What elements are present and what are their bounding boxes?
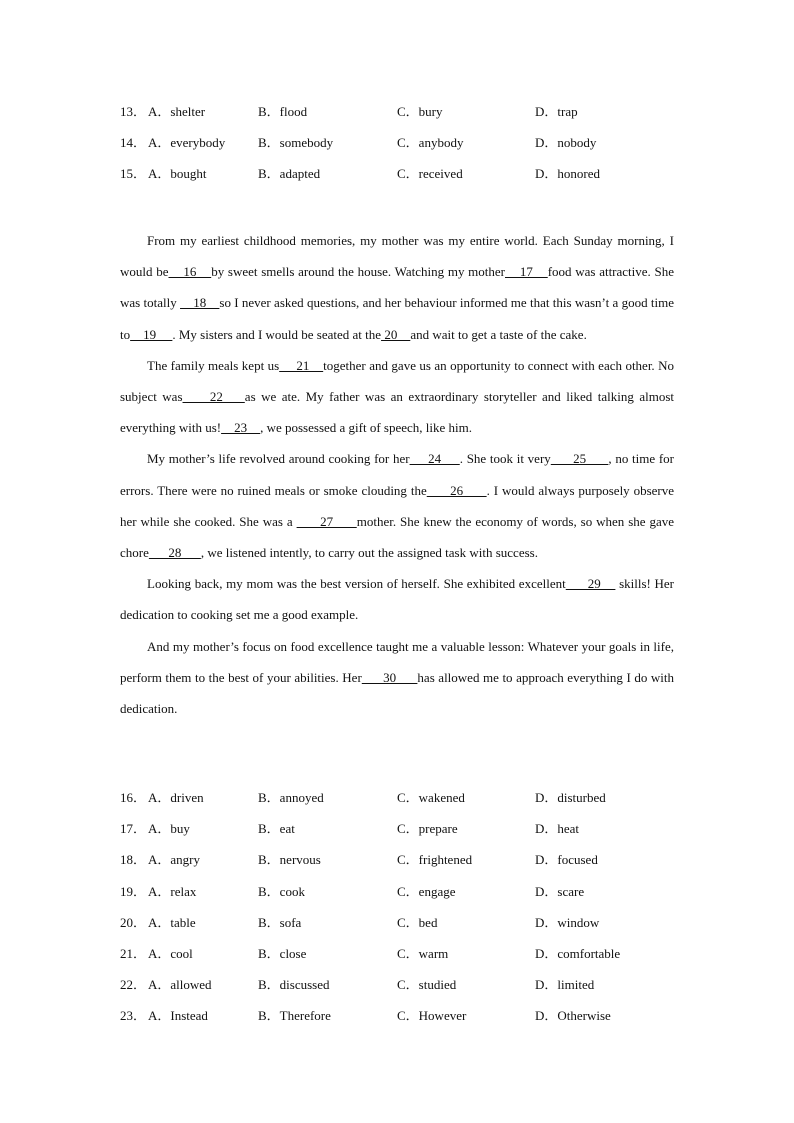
option-d: D．comfortable — [535, 946, 621, 961]
question-number: 21． — [120, 946, 147, 961]
passage-text: mother. She knew the economy of words, so when she gave chore — [120, 513, 675, 561]
question-row-18 — [120, 850, 680, 870]
question-row-21 — [120, 944, 680, 964]
option-b: B．cook — [258, 884, 305, 899]
option-a: A．relax — [148, 884, 197, 899]
option-c: C．engage — [397, 884, 456, 899]
blank-25: 25 — [550, 451, 609, 467]
option-c: C．wakened — [397, 790, 465, 805]
question-number: 16． — [120, 790, 147, 805]
option-a: A．buy — [148, 821, 190, 836]
option-a: A．everybody — [148, 135, 226, 150]
paragraph-5 — [120, 631, 674, 725]
option-d: D．honored — [535, 166, 600, 181]
option-b: B．annoyed — [258, 790, 324, 805]
blank-21: 21 — [279, 357, 324, 373]
passage-text: . She took it very — [459, 451, 551, 467]
option-c: C．frightened — [397, 852, 473, 867]
option-d: D．disturbed — [535, 790, 606, 805]
question-number: 19． — [120, 884, 147, 899]
passage-text: together and gave us an opportunity to connect with each other. No subject was — [120, 357, 675, 405]
option-b: B．discussed — [258, 977, 330, 992]
option-d: D．scare — [535, 884, 585, 899]
question-number: 18． — [120, 852, 147, 867]
option-d: D．nobody — [535, 135, 597, 150]
question-row-13 — [120, 102, 680, 122]
passage-text: Looking back, my mom was the best version of herself. She exhibited excellent — [147, 576, 566, 592]
passage-text: as we ate. My father was an extraordinary storyteller and liked talking almost everything with us! — [120, 389, 674, 436]
blank-17: 17 — [505, 264, 548, 280]
passage-text: And my mother’s focus on food excellence taught me a valuable lesson: Whatever your goals in life, perform them to the best of your abilities. Her — [120, 638, 674, 685]
option-d: D．heat — [535, 821, 580, 836]
option-c: C．However — [397, 1008, 467, 1023]
reading-passage — [120, 225, 674, 724]
option-b: B．eat — [258, 821, 295, 836]
option-b: B．flood — [258, 104, 308, 119]
option-c: C．prepare — [397, 821, 458, 836]
option-b: B．close — [258, 946, 307, 961]
passage-text: has allowed me to approach everything I do with dedication. — [120, 669, 674, 717]
option-b: B．Therefore — [258, 1008, 331, 1023]
option-b: B．sofa — [258, 915, 302, 930]
blank-30: 30 — [361, 669, 418, 685]
question-number: 14． — [120, 135, 147, 150]
blank-28: 28 — [148, 545, 201, 561]
question-row-20 — [120, 913, 680, 933]
option-d: D．window — [535, 915, 600, 930]
blank-16: 16 — [168, 264, 212, 280]
passage-text: food was attractive. She was totally — [120, 264, 675, 311]
passage-text: The family meals kept us — [147, 357, 280, 373]
blank-20: 20 — [381, 326, 411, 342]
option-c: C．warm — [397, 946, 449, 961]
option-a: A．driven — [148, 790, 204, 805]
blank-22: 22 — [182, 389, 245, 405]
blank-18: 18 — [180, 295, 220, 311]
question-row-15 — [120, 164, 680, 184]
blank-23: 23 — [221, 420, 261, 436]
passage-text: . I would always purposely observe her while she cooked. She was a — [120, 482, 675, 529]
blank-19: 19 — [130, 326, 173, 342]
passage-text: and wait to get a taste of the cake. — [410, 326, 587, 342]
option-a: A．Instead — [148, 1008, 208, 1023]
question-row-23 — [120, 1006, 680, 1026]
option-a: A．allowed — [148, 977, 212, 992]
option-d: D．limited — [535, 977, 595, 992]
option-b: B．adapted — [258, 166, 321, 181]
option-b: B．nervous — [258, 852, 321, 867]
passage-text: , we listened intently, to carry out the assigned task with success. — [200, 545, 538, 561]
option-a: A．table — [148, 915, 196, 930]
option-a: A．bought — [148, 166, 207, 181]
blank-24: 24 — [409, 451, 460, 467]
question-number: 20． — [120, 915, 147, 930]
blank-26: 26 — [426, 482, 487, 498]
question-number: 17． — [120, 821, 147, 836]
question-number: 13． — [120, 104, 147, 119]
question-number: 15． — [120, 166, 147, 181]
option-a: A．cool — [148, 946, 193, 961]
passage-text: My mother’s life revolved around cooking for her — [147, 451, 410, 467]
option-a: A．shelter — [148, 104, 206, 119]
option-a: A．angry — [148, 852, 200, 867]
question-row-19 — [120, 882, 680, 902]
passage-text: , we possessed a gift of speech, like him. — [260, 420, 473, 436]
paragraph-2 — [120, 350, 674, 444]
paragraph-3 — [120, 443, 674, 568]
blank-29: 29 — [565, 576, 616, 592]
passage-text: From my earliest childhood memories, my mother was my entire world. Each Sunday morning, I would be — [120, 233, 674, 280]
question-number: 23． — [120, 1008, 147, 1023]
passage-text: by sweet smells around the house. Watching my mother — [211, 264, 505, 280]
option-b: B．somebody — [258, 135, 334, 150]
paragraph-4 — [120, 568, 674, 630]
option-c: C．received — [397, 166, 463, 181]
passage-text: so I never asked questions, and her behaviour informed me that this wasn’t a good time to — [120, 295, 675, 342]
paragraph-1 — [120, 225, 674, 350]
question-row-16 — [120, 788, 680, 808]
question-row-17 — [120, 819, 680, 839]
blank-27: 27 — [296, 513, 357, 529]
question-row-14 — [120, 133, 680, 153]
option-d: D．Otherwise — [535, 1008, 611, 1023]
option-c: C．studied — [397, 977, 457, 992]
option-d: D．trap — [535, 104, 578, 119]
option-d: D．focused — [535, 852, 598, 867]
option-c: C．anybody — [397, 135, 464, 150]
passage-text: . My sisters and I would be seated at the — [172, 326, 382, 342]
option-c: C．bury — [397, 104, 443, 119]
option-c: C．bed — [397, 915, 438, 930]
question-row-22 — [120, 975, 680, 995]
question-number: 22． — [120, 977, 147, 992]
passage-text: skills! Her dedication to cooking set me a good example. — [120, 576, 675, 623]
passage-text: , no time for errors. There were no ruined meals or smoke clouding the — [120, 451, 675, 498]
